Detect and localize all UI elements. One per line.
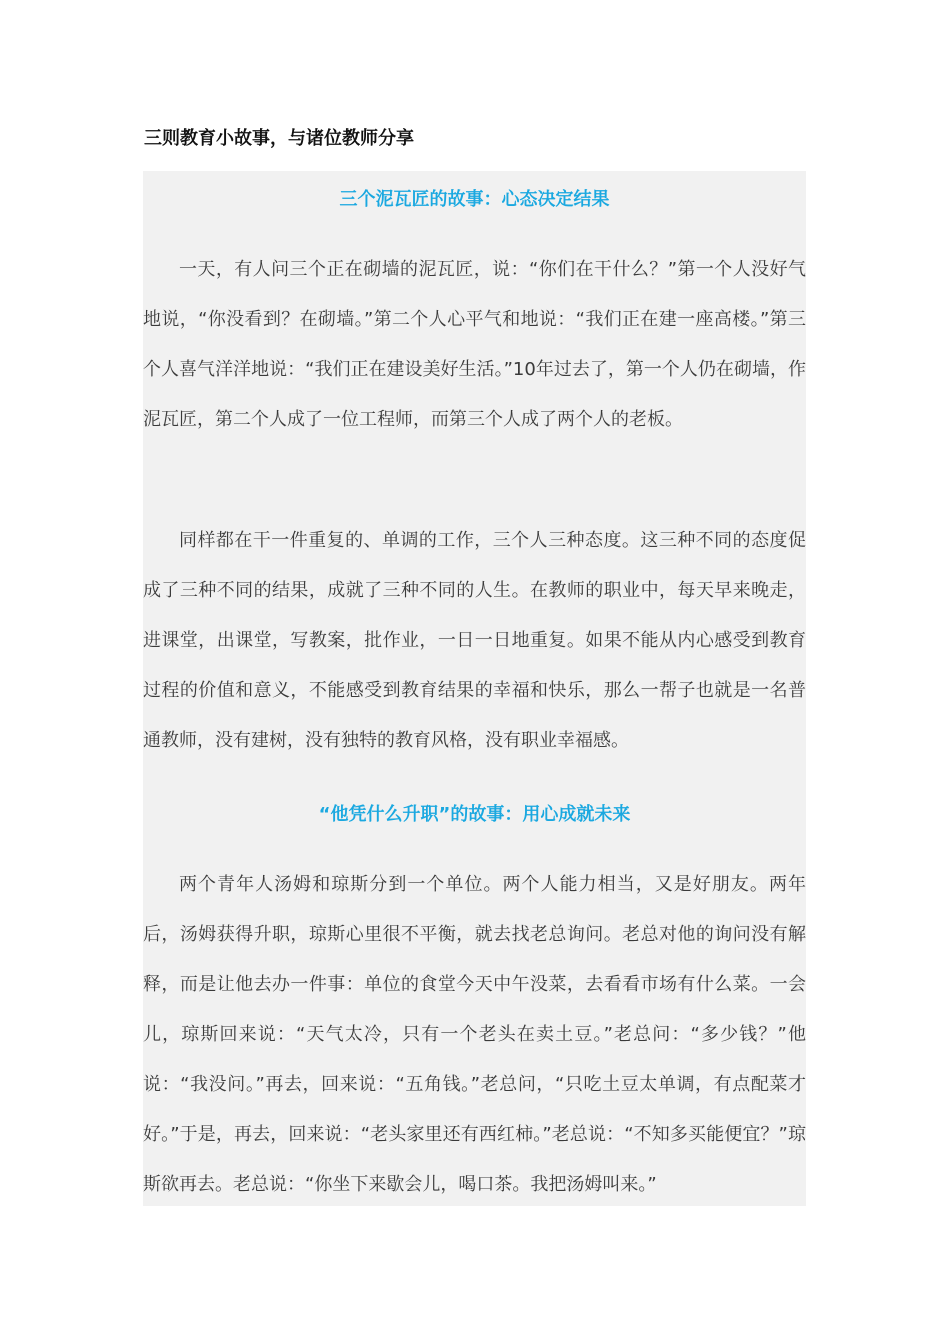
article-panel: [143, 171, 806, 1206]
document-title: 三则教育小故事，与诸位教师分享: [144, 128, 414, 149]
section-heading-masons: 三个泥瓦匠的故事：心态决定结果: [339, 189, 610, 210]
paragraph-masons-reflection: 同样都在干一件重复的、单调的工作，三个人三种态度。这三种不同的态度促成了三种不同的结果，成就了三种不同的人生。在教师的职业中，每天早来晚走，进课堂，出课堂，写教案，批作业，一日一日地重复。如果不能从内心感受到教育过程的价值和意义，不能感受到教育结果的幸福和快乐，那么一帮子也就是一名普通教师，没有建树，没有独特的教育风格，没有职业幸福感。: [143, 530, 806, 751]
section-heading-promotion: “他凭什么升职”的故事：用心成就未来: [318, 804, 631, 825]
paragraph-masons-story: 一天，有人问三个正在砌墙的泥瓦匠，说：“你们在干什么？”第一个人没好气地说，“你没看到？在砌墙。”第二个人心平气和地说：“我们正在建一座高楼。”第三个人喜气洋洋地说：“我们正在建设美好生活。”10年过去了，第一个人仍在砌墙，作泥瓦匠，第二个人成了一位工程师，而第三个人成了两个人的老板。: [143, 259, 806, 430]
paragraph-promotion-story: 两个青年人汤姆和琼斯分到一个单位。两个人能力相当，又是好朋友。两年后，汤姆获得升职，琼斯心里很不平衡，就去找老总询问。老总对他的询问没有解释，而是让他去办一件事：单位的食堂今天中午没菜，去看看市场有什么菜。一会儿，琼斯回来说：“天气太冷，只有一个老头在卖土豆。”老总问：“多少钱？”他说：“我没问。”再去，回来说：“五角钱。”老总问，“只吃土豆太单调，有点配菜才好。”于是，再去，回来说：“老头家里还有西红柿。”老总说：“不知多买能便宜？”琼斯欲再去。老总说：“你坐下来歇会儿，喝口茶。我把汤姆叫来。”: [143, 874, 806, 1195]
